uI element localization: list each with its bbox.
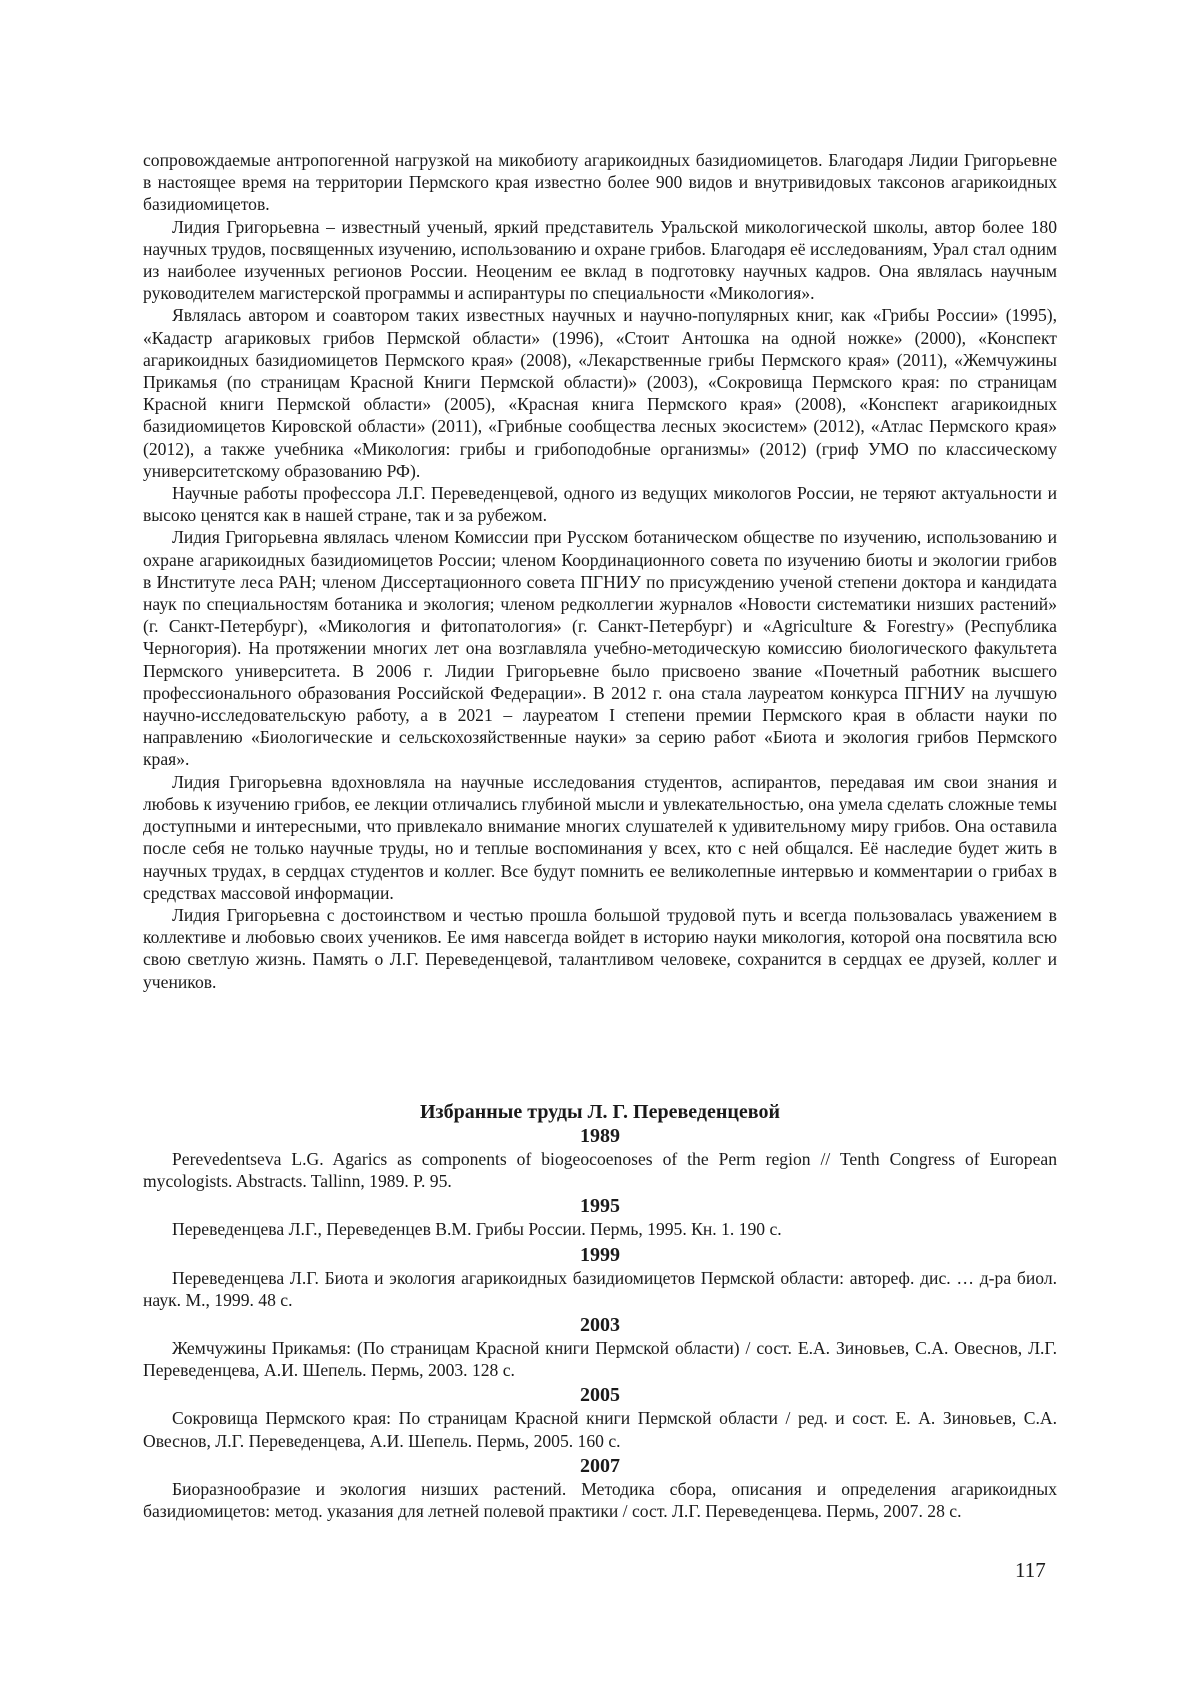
bibliography-entry: Переведенцева Л.Г. Биота и экология агарикоидных базидиомицетов Пермской области: автореф. дис. … д-ра биол. наук. М., 1999. 48 с.	[143, 1267, 1057, 1311]
works-year-group	[143, 1194, 1057, 1240]
works-year: 1995	[143, 1194, 1057, 1218]
bibliography-entry: Биоразнообразие и экология низших растений. Методика сбора, описания и определения агарикоидных базидиомицетов: метод. указания для летней полевой практики / сост. Л.Г. Переведенцева. Пермь, 2007. 28 с.	[143, 1478, 1057, 1522]
paragraph: Лидия Григорьевна – известный ученый, яркий представитель Уральской микологической школы, автор более 180 научных трудов, посвященных изучению, использованию и охране грибов. Благодаря её исследованиям, Урал стал одним из наиболее изученных регионов России. Неоценим ее вклад в подготовку научных кадров. Она являлась научным руководителем магистерской программы и аспирантуры по специальности «Микология».	[143, 216, 1057, 305]
works-year: 2003	[143, 1313, 1057, 1337]
works-year: 2007	[143, 1454, 1057, 1478]
bibliography-entry: Переведенцева Л.Г., Переведенцев В.М. Грибы России. Пермь, 1995. Кн. 1. 190 с.	[143, 1218, 1057, 1240]
paragraph: Являлась автором и соавтором таких известных научных и научно-популярных книг, как «Грибы России» (1995), «Кадастр агариковых грибов Пермской области» (1996), «Стоит Антошка на одной ножке» (2000), «Конспект агарикоидных базидиомицетов Пермского края» (2008), «Лекарственные грибы Пермского края» (2011), «Жемчужины Прикамья (по страницам Красной Книги Пермской области)» (2003), «Сокровища Пермского края: по страницам Красной книги Пермской области» (2005), «Красная книга Пермского края» (2008), «Конспект агарикоидных базидиомицетов Кировской области» (2011), «Грибные сообщества лесных экосистем» (2012), «Атлас Пермского края» (2012), а также учебника «Микология: грибы и грибоподобные организмы» (2012) (гриф УМО по классическому университетскому образованию РФ).	[143, 304, 1057, 482]
works-year: 1989	[143, 1124, 1057, 1148]
document-page	[0, 0, 1200, 1697]
paragraph: Научные работы профессора Л.Г. Переведенцевой, одного из ведущих микологов России, не теряют актуальности и высоко ценятся как в нашей стране, так и за рубежом.	[143, 482, 1057, 526]
page-number: 117	[1015, 1558, 1046, 1582]
selected-works	[143, 1100, 1057, 1524]
works-year-group	[143, 1454, 1057, 1522]
article-body	[143, 149, 1057, 993]
works-year-group	[143, 1243, 1057, 1311]
works-year-group	[143, 1313, 1057, 1381]
paragraph: Лидия Григорьевна вдохновляла на научные исследования студентов, аспирантов, передавая им свои знания и любовь к изучению грибов, ее лекции отличались глубиной мысли и увлекательностью, она умела сделать сложные темы доступными и интересными, что привлекало внимание многих слушателей к удивительному миру грибов. Она оставила после себя не только научные труды, но и теплые воспоминания у всех, кто с ней общался. Её наследие будет жить в научных трудах, в сердцах студентов и коллег. Все будут помнить ее великолепные интервью и комментарии о грибах в средствах массовой информации.	[143, 771, 1057, 904]
bibliography-entry: Perevedentseva L.G. Agarics as components of biogeocoenoses of the Perm region // Tenth Congress of European mycologists. Abstracts. Tallinn, 1989. P. 95.	[143, 1148, 1057, 1192]
paragraph: Лидия Григорьевна являлась членом Комиссии при Русском ботаническом обществе по изучению, использованию и охране агарикоидных базидиомицетов России; членом Координационного совета по изучению биоты и экологии грибов в Институте леса РАН; членом Диссертационного совета ПГНИУ по присуждению ученой степени доктора и кандидата наук по специальностям ботаника и экология; членом редколлегии журналов «Новости систематики низших растений» (г. Санкт-Петербург), «Микология и фитопатология» (г. Санкт-Петербург) и «Agriculture & Forestry» (Республика Черногория). На протяжении многих лет она возглавляла учебно-методическую комиссию биологического факультета Пермского университета. В 2006 г. Лидии Григорьевне было присвоено звание «Почетный работник высшего профессионального образования Российской Федерации». В 2012 г. она стала лауреатом конкурса ПГНИУ на лучшую научно-исследовательскую работу, а в 2021 – лауреатом I степени премии Пермского края в области науки по направлению «Биологические и сельскохозяйственные науки» за серию работ «Биота и экология грибов Пермского края».	[143, 526, 1057, 770]
works-year-group	[143, 1124, 1057, 1192]
bibliography-entry: Сокровища Пермского края: По страницам Красной книги Пермской области / ред. и сост. Е. А. Зиновьев, С.А. Овеснов, Л.Г. Переведенцева, А.И. Шепель. Пермь, 2005. 160 с.	[143, 1407, 1057, 1451]
paragraph-continuation: сопровождаемые антропогенной нагрузкой на микобиоту агарикоидных базидиомицетов. Благодаря Лидии Григорьевне в настоящее время на территории Пермского края известно более 900 видов и внутривидовых таксонов агарикоидных базидиомицетов.	[143, 149, 1057, 216]
bibliography-entry: Жемчужины Прикамья: (По страницам Красной книги Пермской области) / сост. Е.А. Зиновьев, С.А. Овеснов, Л.Г. Переведенцева, А.И. Шепель. Пермь, 2003. 128 с.	[143, 1337, 1057, 1381]
works-heading: Избранные труды Л. Г. Переведенцевой	[143, 1100, 1057, 1124]
works-year: 2005	[143, 1383, 1057, 1407]
works-year-group	[143, 1383, 1057, 1451]
paragraph: Лидия Григорьевна с достоинством и честью прошла большой трудовой путь и всегда пользовалась уважением в коллективе и любовью своих учеников. Ее имя навсегда войдет в историю науки микология, которой она посвятила всю свою светлую жизнь. Память о Л.Г. Переведенцевой, талантливом человеке, сохранится в сердцах ее друзей, коллег и учеников.	[143, 904, 1057, 993]
works-year: 1999	[143, 1243, 1057, 1267]
